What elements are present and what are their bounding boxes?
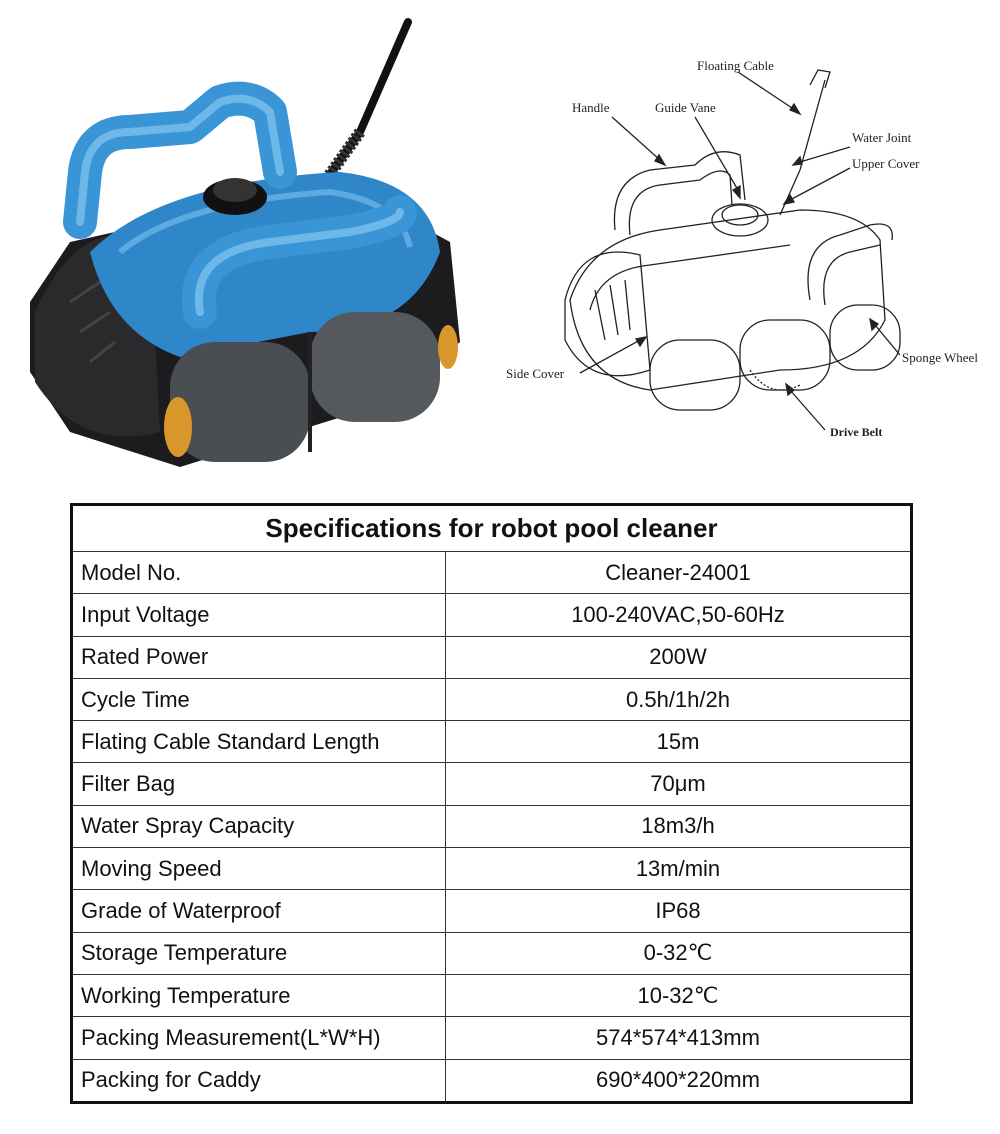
table-row bbox=[72, 1017, 912, 1059]
label-upper-cover: Upper Cover bbox=[852, 156, 920, 171]
label-handle: Handle bbox=[572, 100, 610, 115]
spec-label: Storage Temperature bbox=[72, 932, 446, 974]
spec-value: 0.5h/1h/2h bbox=[446, 678, 912, 720]
table-row bbox=[72, 763, 912, 805]
spec-value: IP68 bbox=[446, 890, 912, 932]
table-row bbox=[72, 848, 912, 890]
spec-value: Cleaner-24001 bbox=[446, 552, 912, 594]
spec-label: Input Voltage bbox=[72, 594, 446, 636]
spec-value: 10-32℃ bbox=[446, 974, 912, 1016]
table-row bbox=[72, 678, 912, 720]
spec-label: Flating Cable Standard Length bbox=[72, 721, 446, 763]
spec-value: 200W bbox=[446, 636, 912, 678]
spec-value: 690*400*220mm bbox=[446, 1059, 912, 1102]
table-row bbox=[72, 974, 912, 1016]
spec-value: 574*574*413mm bbox=[446, 1017, 912, 1059]
spec-label: Cycle Time bbox=[72, 678, 446, 720]
table-row bbox=[72, 1059, 912, 1102]
spec-label: Rated Power bbox=[72, 636, 446, 678]
table-row bbox=[72, 805, 912, 847]
spec-value: 15m bbox=[446, 721, 912, 763]
label-sponge-wheel: Sponge Wheel bbox=[902, 350, 978, 365]
table-title-row bbox=[72, 505, 912, 552]
label-floating-cable: Floating Cable bbox=[697, 58, 774, 73]
label-guide-vane: Guide Vane bbox=[655, 100, 716, 115]
spec-label: Grade of Waterproof bbox=[72, 890, 446, 932]
product-photo bbox=[10, 12, 480, 482]
spec-label: Water Spray Capacity bbox=[72, 805, 446, 847]
label-water-joint: Water Joint bbox=[852, 130, 912, 145]
table-row bbox=[72, 636, 912, 678]
spec-value: 70μm bbox=[446, 763, 912, 805]
spec-table bbox=[70, 503, 913, 1104]
spec-value: 18m3/h bbox=[446, 805, 912, 847]
table-row bbox=[72, 552, 912, 594]
spec-label: Packing for Caddy bbox=[72, 1059, 446, 1102]
parts-diagram bbox=[500, 40, 990, 460]
label-drive-belt: Drive Belt bbox=[830, 425, 883, 439]
label-side-cover: Side Cover bbox=[506, 366, 565, 381]
spec-value: 13m/min bbox=[446, 848, 912, 890]
table-row bbox=[72, 890, 912, 932]
table-row bbox=[72, 594, 912, 636]
spec-label: Packing Measurement(L*W*H) bbox=[72, 1017, 446, 1059]
spec-body bbox=[72, 552, 912, 1103]
table-row bbox=[72, 721, 912, 763]
spec-label: Working Temperature bbox=[72, 974, 446, 1016]
spec-label: Model No. bbox=[72, 552, 446, 594]
spec-label: Moving Speed bbox=[72, 848, 446, 890]
spec-label: Filter Bag bbox=[72, 763, 446, 805]
table-title: Specifications for robot pool cleaner bbox=[72, 505, 912, 552]
table-row bbox=[72, 932, 912, 974]
spec-value: 100-240VAC,50-60Hz bbox=[446, 594, 912, 636]
spec-value: 0-32℃ bbox=[446, 932, 912, 974]
